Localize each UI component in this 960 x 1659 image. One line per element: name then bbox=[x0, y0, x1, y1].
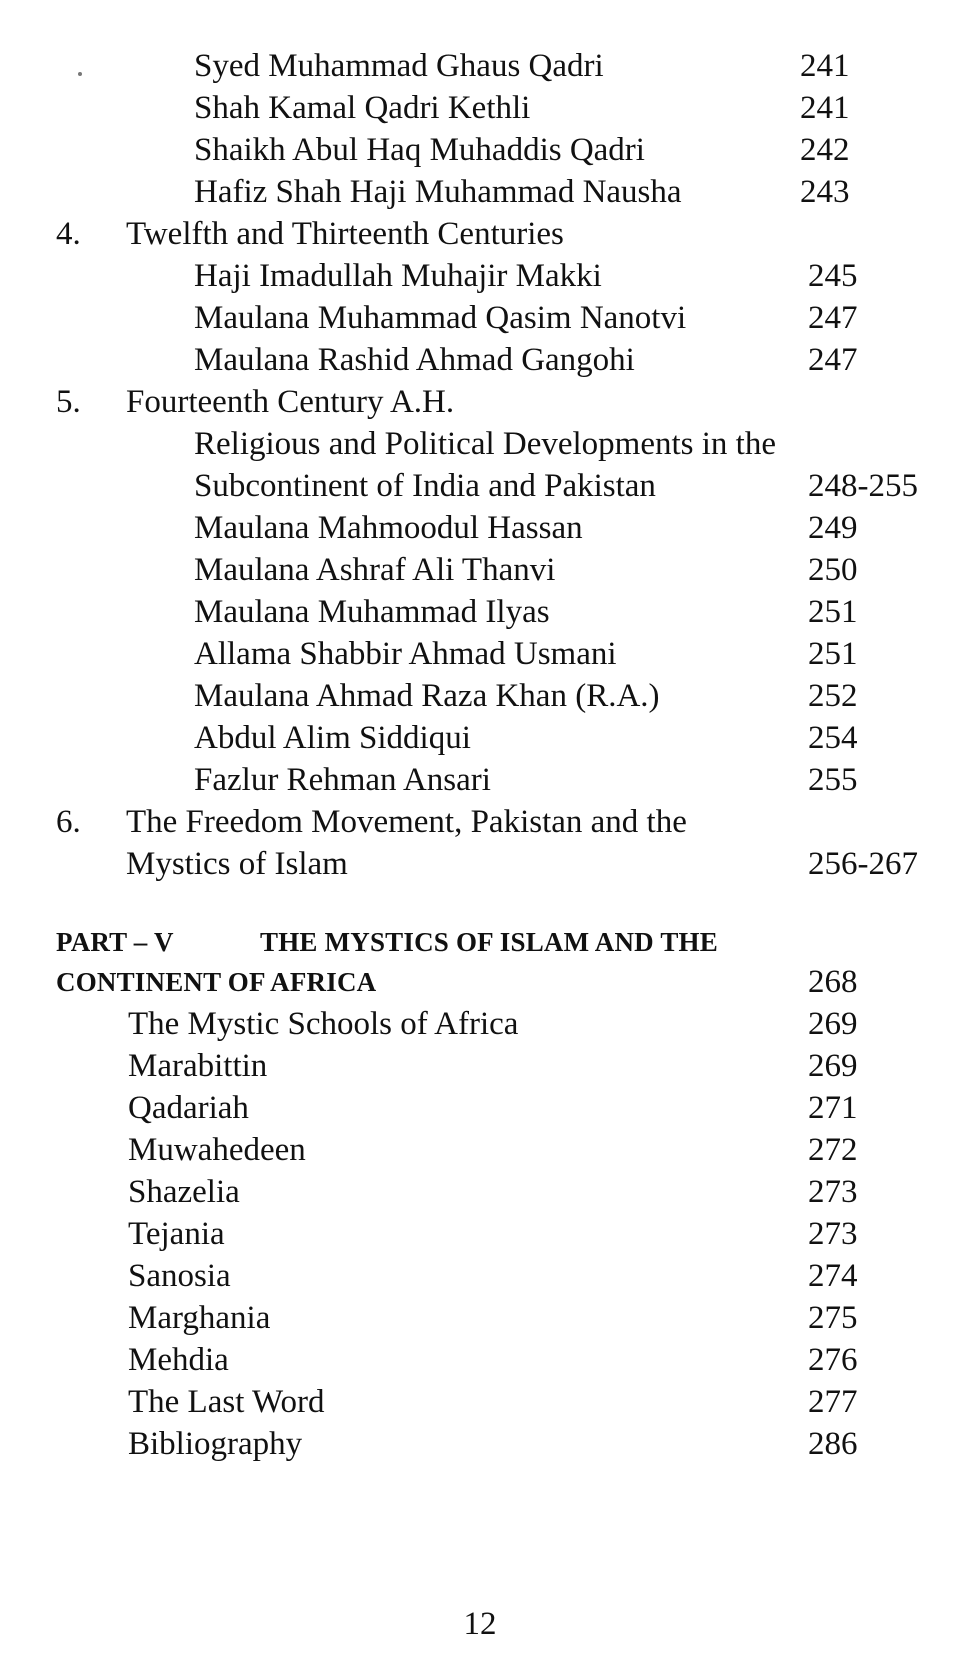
entry-page: 247 bbox=[808, 300, 858, 336]
entry-page: 250 bbox=[808, 552, 858, 588]
entry-title: Abdul Alim Siddiqui bbox=[194, 720, 471, 756]
entry-title: Syed Muhammad Ghaus Qadri bbox=[194, 48, 604, 84]
entry-page: 286 bbox=[808, 1426, 858, 1462]
entry-page: 241 bbox=[800, 48, 850, 84]
entry-title: Shazelia bbox=[128, 1174, 240, 1210]
entry-title: Maulana Muhammad Qasim Nanotvi bbox=[194, 300, 687, 336]
entry-page: 254 bbox=[808, 720, 858, 756]
part-label: PART – V bbox=[56, 927, 174, 957]
entry-title: The Mystic Schools of Africa bbox=[128, 1006, 519, 1042]
entry-page: 274 bbox=[808, 1258, 858, 1294]
entry-title: Allama Shabbir Ahmad Usmani bbox=[194, 636, 617, 672]
entry-title: Religious and Political Developments in the bbox=[194, 426, 776, 462]
scan-speck bbox=[78, 72, 82, 76]
entry-title: The Last Word bbox=[128, 1384, 325, 1420]
part-title-line1: THE MYSTICS OF ISLAM AND THE bbox=[260, 927, 718, 957]
entry-title: Maulana Rashid Ahmad Gangohi bbox=[194, 342, 635, 378]
section-title: The Freedom Movement, Pakistan and the bbox=[126, 804, 687, 840]
page-number: 12 bbox=[463, 1606, 497, 1642]
entry-page: 269 bbox=[808, 1006, 858, 1042]
entry-title: Shaikh Abul Haq Muhaddis Qadri bbox=[194, 132, 645, 168]
section-title: Mystics of Islam bbox=[126, 846, 348, 882]
entry-title: Maulana Ahmad Raza Khan (R.A.) bbox=[194, 678, 660, 714]
entry-page: 248-255 bbox=[808, 468, 918, 504]
entry-title: Subcontinent of India and Pakistan bbox=[194, 468, 656, 504]
entry-title: Maulana Ashraf Ali Thanvi bbox=[194, 552, 556, 588]
entry-page: 241 bbox=[800, 90, 850, 126]
entry-page: 269 bbox=[808, 1048, 858, 1084]
entry-title: Maulana Muhammad Ilyas bbox=[194, 594, 550, 630]
section-title: Twelfth and Thirteenth Centuries bbox=[126, 216, 564, 252]
entry-title: Shah Kamal Qadri Kethli bbox=[194, 90, 531, 126]
entry-page: 271 bbox=[808, 1090, 858, 1126]
entry-page: 276 bbox=[808, 1342, 858, 1378]
entry-title: Bibliography bbox=[128, 1426, 303, 1462]
section-number: 6. bbox=[56, 804, 81, 840]
entry-title: Muwahedeen bbox=[128, 1132, 306, 1168]
entry-title: Fazlur Rehman Ansari bbox=[194, 762, 491, 798]
entry-page: 273 bbox=[808, 1216, 858, 1252]
entry-page: 255 bbox=[808, 762, 858, 798]
entry-page: 275 bbox=[808, 1300, 858, 1336]
entry-title: Haji Imadullah Muhajir Makki bbox=[194, 258, 602, 294]
part-page-row bbox=[0, 960, 960, 1004]
entry-title: Marabittin bbox=[128, 1048, 268, 1084]
part-page: 268 bbox=[808, 964, 858, 1000]
entry-title: Qadariah bbox=[128, 1090, 249, 1126]
section-number: 5. bbox=[56, 384, 81, 420]
entry-title: Maulana Mahmoodul Hassan bbox=[194, 510, 583, 546]
entry-page: 242 bbox=[800, 132, 850, 168]
entry-title: Hafiz Shah Haji Muhammad Nausha bbox=[194, 174, 682, 210]
entry-title: Mehdia bbox=[128, 1342, 229, 1378]
entry-title: Marghania bbox=[128, 1300, 271, 1336]
entry-page: 247 bbox=[808, 342, 858, 378]
section-number: 4. bbox=[56, 216, 81, 252]
entry-page: 256-267 bbox=[808, 846, 918, 882]
entry-page: 249 bbox=[808, 510, 858, 546]
entry-page: 277 bbox=[808, 1384, 858, 1420]
entry-page: 251 bbox=[808, 594, 858, 630]
entry-page: 245 bbox=[808, 258, 858, 294]
entry-page: 243 bbox=[800, 174, 850, 210]
entry-title: Tejania bbox=[128, 1216, 225, 1252]
part-title-line2: CONTINENT OF AFRICA bbox=[56, 967, 377, 997]
entry-title: Sanosia bbox=[128, 1258, 231, 1294]
entry-page: 272 bbox=[808, 1132, 858, 1168]
entry-page: 251 bbox=[808, 636, 858, 672]
section-title: Fourteenth Century A.H. bbox=[126, 384, 455, 420]
entry-page: 252 bbox=[808, 678, 858, 714]
entry-page: 273 bbox=[808, 1174, 858, 1210]
